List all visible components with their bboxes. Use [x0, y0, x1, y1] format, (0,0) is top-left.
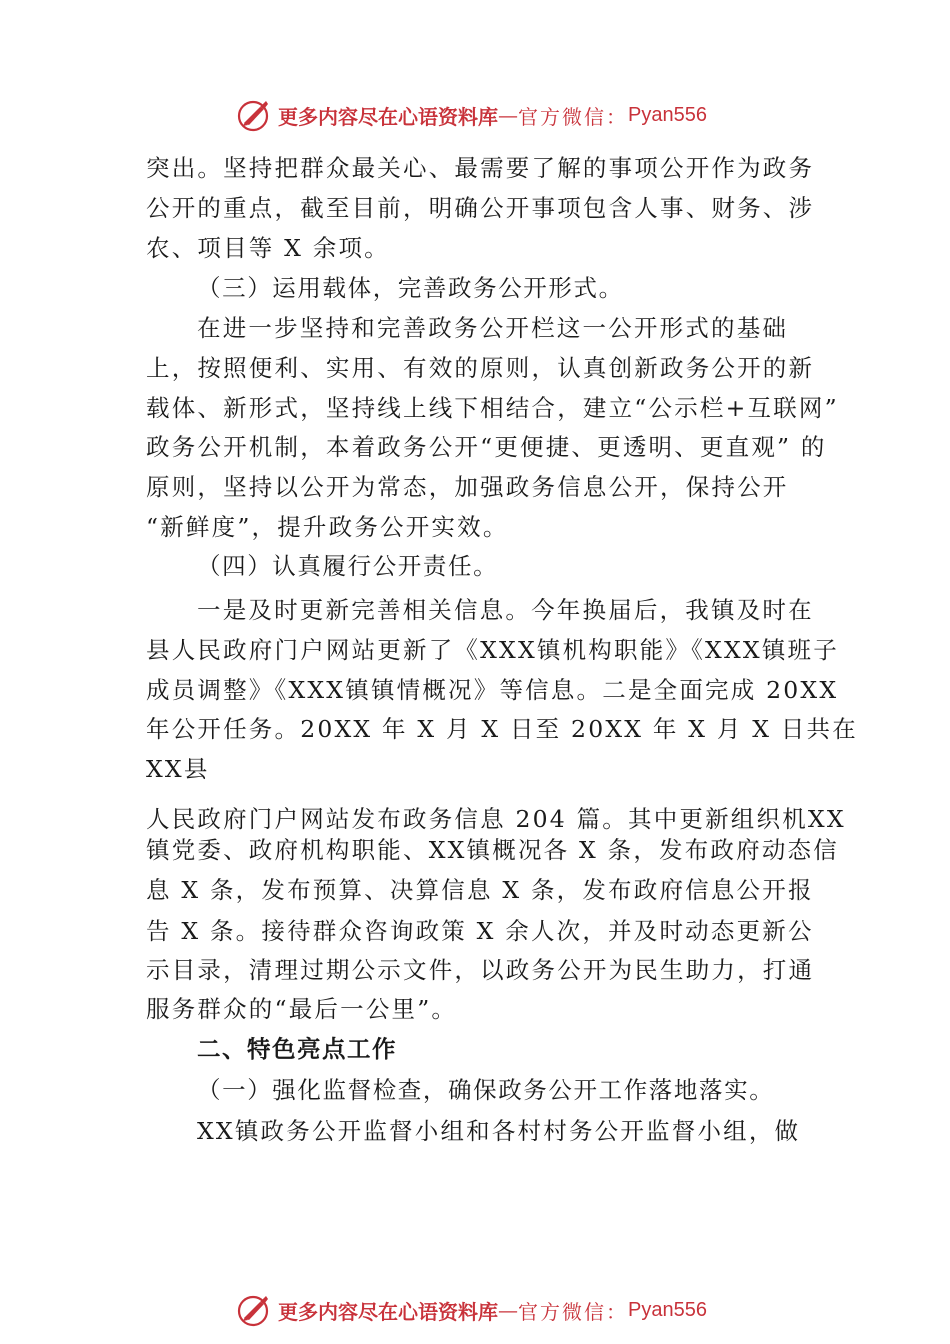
body-line: 县人民政府门户网站更新了《XXX镇机构职能》《XXX镇班子 [146, 636, 839, 664]
body-line: 镇党委、政府机构职能、XX镇概况各 X 条，发布政府动态信 [146, 836, 839, 864]
body-line: “新鲜度”，提升政务公开实效。 [146, 513, 509, 541]
section-subheading: （四）认真履行公开责任。 [197, 552, 499, 580]
section-heading: 二、特色亮点工作 [197, 1035, 397, 1063]
watermark-main-text: 更多内容尽在心语资料库 [278, 104, 498, 129]
pen-logo-icon [236, 1292, 272, 1328]
section-subheading: （三）运用载体，完善政务公开形式。 [197, 274, 624, 302]
body-line: 服务群众的“最后一公里”。 [146, 995, 458, 1023]
body-line: 突出。坚持把群众最关心、最需要了解的事项公开作为政务 [146, 154, 815, 182]
body-line: 息 X 条，发布预算、决算信息 X 条，发布政府信息公开报 [146, 876, 814, 904]
body-line: 成员调整》《XXX镇镇情概况》等信息。二是全面完成 20XX [146, 676, 839, 704]
body-line: 一是及时更新完善相关信息。今年换届后，我镇及时在 [197, 596, 814, 624]
body-line: 示目录，清理过期公示文件，以政务公开为民生助力，打通 [146, 956, 815, 984]
body-line: 告 X 条。接待群众咨询政策 X 余人次，并及时动态更新公 [146, 917, 814, 945]
body-line: 年公开任务。20XX 年 X 月 X 日至 20XX 年 X 月 X 日共在 [146, 715, 858, 743]
body-line: XX镇政务公开监督小组和各村村务公开监督小组，做 [197, 1117, 801, 1145]
watermark-dash: — [498, 1298, 518, 1322]
watermark-wechat-id: Pyan556 [628, 103, 707, 126]
section-subheading: （一）强化监督检查，确保政务公开工作落地落实。 [197, 1076, 775, 1104]
header-watermark [236, 95, 756, 135]
body-line: 人民政府门户网站发布政务信息 204 篇。其中更新组织机XX [146, 805, 846, 833]
body-line: 原则，坚持以公开为常态，加强政务信息公开，保持公开 [146, 473, 789, 501]
body-line: 政务公开机制，本着政务公开“更便捷、更透明、更直观” 的 [146, 433, 827, 461]
watermark-wechat-id: Pyan556 [628, 1298, 707, 1321]
body-line: 农、项目等 X 余项。 [146, 234, 390, 262]
watermark-main-text: 更多内容尽在心语资料库 [278, 1299, 498, 1324]
body-line: 在进一步坚持和完善政务公开栏这一公开形式的基础 [197, 314, 789, 342]
footer-watermark [236, 1290, 756, 1330]
body-line: 载体、新形式，坚持线上线下相结合，建立“公示栏+互联网” [146, 394, 839, 422]
body-line: XX县 [146, 755, 210, 783]
pen-logo-icon [236, 97, 272, 133]
watermark-wechat-label: 官方微信： [518, 104, 628, 129]
watermark-dash: — [498, 103, 518, 127]
body-line: 上，按照便利、实用、有效的原则，认真创新政务公开的新 [146, 354, 815, 382]
watermark-wechat-label: 官方微信： [518, 1299, 628, 1324]
body-line: 公开的重点，截至目前，明确公开事项包含人事、财务、涉 [146, 194, 815, 222]
